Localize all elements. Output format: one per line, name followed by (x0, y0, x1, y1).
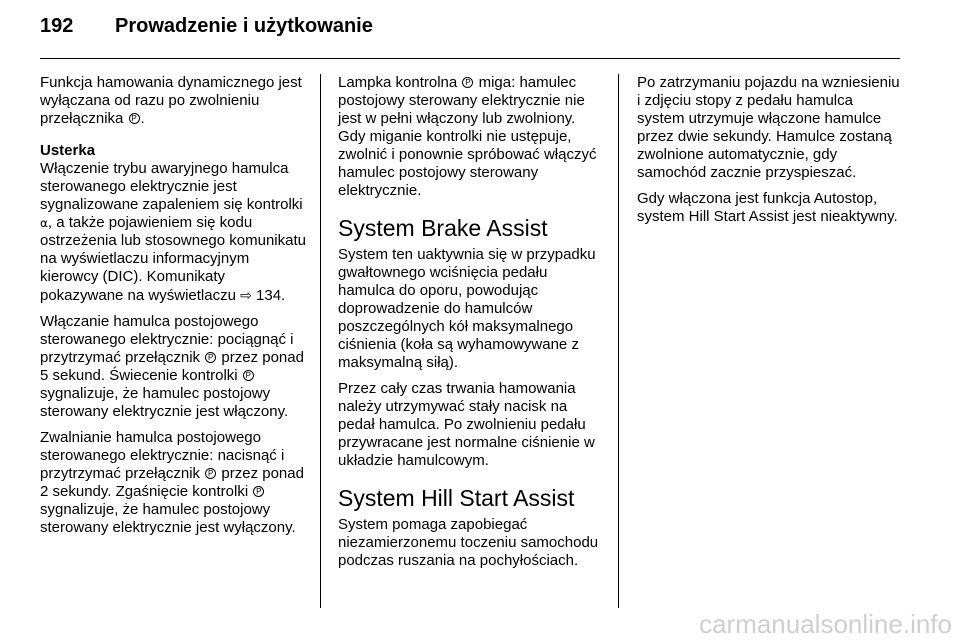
text: sygnalizuje, że hamulec postojowy sterowany elektrycznie jest włączony. (40, 385, 289, 420)
paragraph-engage (40, 313, 306, 421)
page-reference[interactable]: 134. (256, 287, 286, 304)
text: Zwalnianie hamulca postojowego sterowanego elektrycznie: nacisnąć i przytrzymać przełącznik (40, 429, 285, 482)
section-heading-hill-start: System Hill Start Assist (338, 485, 575, 511)
text: Włączenie trybu awaryjnego hamulca sterowanego elektrycznie jest sygnalizowane zapaleniem się kontrolki (40, 160, 303, 213)
text: Funkcja hamowania dynamicznego jest wyłączana od razu po zwolnieniu przełącznika (40, 74, 302, 127)
text: sygnalizuje, że hamulec postojowy sterowany elektrycznie jest wyłączony. (40, 501, 296, 536)
paragraph-dynamic-braking (40, 74, 306, 128)
column-2 (338, 74, 602, 578)
text: Włączanie hamulca postojowego sterowanego elektrycznie: pociągnąć i przytrzymać przełącznik (40, 313, 294, 366)
column-1 (40, 74, 306, 545)
paragraph-hill-hold: Po zatrzymaniu pojazdu na wzniesieniu i zdjęciu stopy z pedału hamulca system utrzymuje włączone hamulce przez dwie sekundy. Hamulce zostaną zwolnione automatycznie, gdy samochód zacznie przyspieszać. (637, 74, 900, 181)
parking-brake-icon (243, 370, 254, 381)
paragraph-brake-assist: System ten uaktywnia się w przypadku gwałtownego wciśnięcia pedału hamulca do oporu, powodując doprowadzenie do hamulców poszczególnych kół maksymalnego ciśnienia (koła są wyhamowywane z maksymalną siłą). (338, 246, 596, 371)
text: przez ponad 5 sekund. Świecenie kontrolki (40, 349, 304, 384)
column-3 (637, 74, 901, 234)
paragraph-hill-start: System pomaga zapobiegać niezamierzonemu toczeniu samochodu podczas ruszania na pochyłościach. (338, 516, 599, 569)
parking-brake-icon (253, 486, 264, 497)
text: Lampka kontrolna (338, 74, 458, 91)
paragraph-fault (40, 160, 306, 305)
column-divider-2 (618, 74, 619, 608)
parking-brake-icon (462, 77, 473, 88)
brake-warning-icon: ⍺ (40, 216, 48, 230)
text: miga: hamulec postojowy sterowany elektrycznie nie jest w pełni włączony lub zwolniony. Gdy miganie kontrolki nie ustępuje, zwolnić i ponownie spróbować włączyć hamulec postojowy sterowany elektrycznie. (338, 74, 597, 199)
paragraph-autostop: Gdy włączona jest funkcja Autostop, system Hill Start Assist jest nieaktywny. (637, 190, 898, 225)
page-reference-arrow-icon: ⇨ (240, 287, 252, 303)
text: . (140, 110, 145, 127)
text: przez ponad 2 sekundy. Zgaśnięcie kontrolki (40, 465, 304, 500)
parking-brake-icon (205, 352, 216, 363)
column-divider-1 (320, 74, 321, 608)
parking-brake-icon (205, 468, 216, 479)
paragraph-release (40, 429, 306, 537)
page-number: 192 (40, 15, 74, 37)
text: , a także pojawieniem się kodu ostrzeżenia lub stosownego komunikatu na wyświetlaczu informacyjnym kierowcy (DIC). Komunikaty pokazywane na wyświetlaczu (40, 214, 306, 304)
fault-heading: Usterka (40, 142, 96, 159)
header-rule (40, 58, 900, 59)
watermark: carmanualsonline.info (699, 609, 952, 639)
paragraph-brake-assist-2: Przez cały czas trwania hamowania należy utrzymywać stały nacisk na pedał hamulca. Po zwolnieniu pedału przywracane jest normalne ciśnienie w układzie hamulcowym. (338, 380, 595, 469)
paragraph-blinking-lamp (338, 74, 602, 200)
page-title: Prowadzenie i użytkowanie (115, 15, 373, 37)
parking-brake-icon (129, 113, 140, 124)
page-header (40, 14, 373, 38)
section-heading-brake-assist: System Brake Assist (338, 215, 548, 241)
